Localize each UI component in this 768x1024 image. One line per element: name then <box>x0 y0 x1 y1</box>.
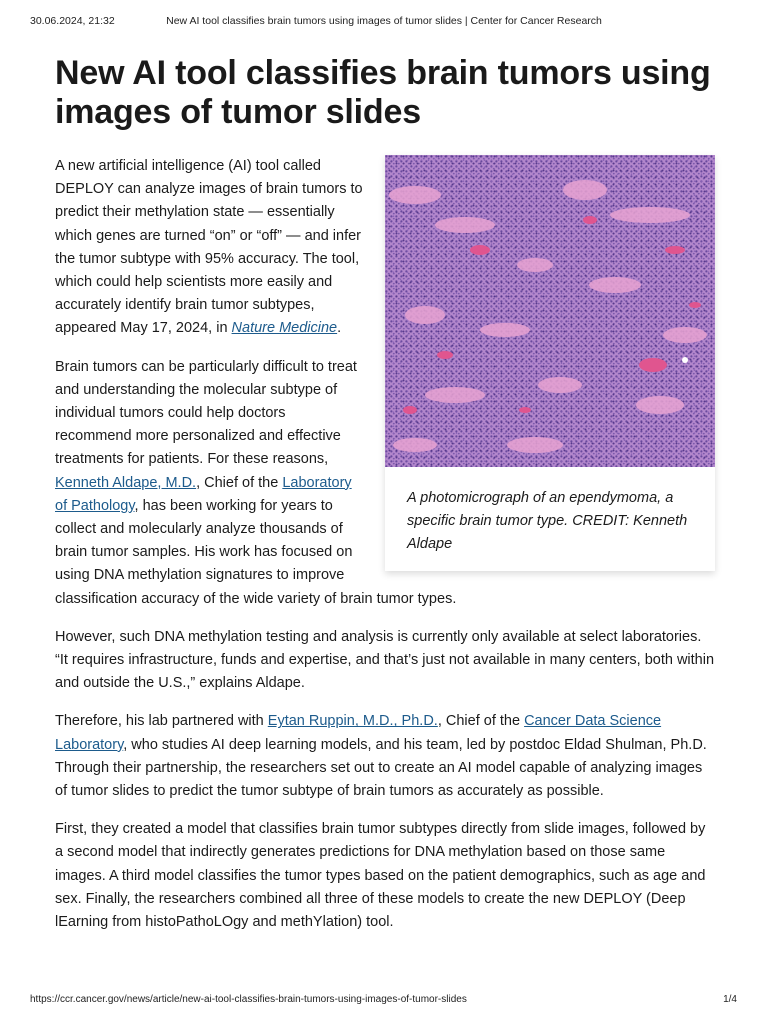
laboratory-of-pathology-link[interactable]: Laboratory of Pathology <box>55 474 352 514</box>
paragraph-2-b: , Chief of the <box>196 474 283 491</box>
cancer-data-science-laboratory-link[interactable]: Cancer Data Science Laboratory <box>55 713 662 753</box>
kenneth-aldape-link[interactable]: Kenneth Aldape, M.D. <box>55 474 197 491</box>
figure-caption: A photomicrograph of an ependymoma, a specific brain tumor type. CREDIT: Kenneth Aldape <box>407 490 688 553</box>
paragraph-1-text: A new artificial intelligence (AI) tool called DEPLOY can analyze images of brain tumors to predict their methylation state — essentially which genes are turned “on” or “off” — and infer the tumor subtype with 95% accuracy. The tool, which could help scientists more easily and accurately identify brain tumor subtypes, appeared May 17, 2024, in <box>55 158 363 337</box>
paragraph-5: First, they created a model that classifies brain tumor subtypes directly from slide images, followed by a second model that indirectly generates predictions for DNA methylation based on those same images. A third model classifies the tumor types based on the patient demographics, such as age and sex. Finally, the researchers combined all three of these models to create the new DEPLOY (Deep lEarning from histoPathoLOgy and methYlation) tool. <box>55 821 706 931</box>
paragraph-2-c: , has been working for years to collect and molecularly analyze thousands of brain tumor samples. His work has focused on using DNA methylation signatures to improve classification accuracy of the wide variety of brain tumor types. <box>55 497 457 607</box>
paragraph-4 <box>55 710 715 803</box>
print-header-title: New AI tool classifies brain tumors using images of tumor slides | Center for Cancer Research <box>166 15 602 27</box>
nature-medicine-link[interactable]: Nature Medicine <box>231 320 338 337</box>
eytan-ruppin-link[interactable]: Eytan Ruppin, M.D., Ph.D. <box>267 713 438 730</box>
paragraph-3: However, such DNA methylation testing and analysis is currently only available at select laboratories. “It requires infrastructure, funds and expertise, and that’s just not available in many centers, both within and outside the U.S.,” explains Aldape. <box>55 628 715 692</box>
paragraph-4-a: Therefore, his lab partnered with <box>55 713 268 730</box>
article-headline: New AI tool classifies brain tumors using images of tumor slides <box>55 54 711 131</box>
paragraph-2-a: Brain tumors can be particularly difficult to treat and understanding the molecular subtype of individual tumors could help doctors recommend more personalized and effective treatments for patients. For these reasons, <box>55 358 357 468</box>
paragraph-4-b: , Chief of the <box>437 713 525 730</box>
article-figure <box>385 155 715 571</box>
print-footer-page-number: 1/4 <box>723 994 737 1005</box>
paragraph-4-c: , who studies AI deep learning models, and his team, led by postdoc Eldad Shulman, Ph.D. Through their partnership, the researchers set out to create an AI model capable of analyzing images of tumor slides to predict the tumor subtype of brain tumors as accurately as possible. <box>55 736 707 800</box>
paragraph-1-end: . <box>337 320 342 337</box>
tissue-micrograph-icon <box>385 155 715 467</box>
print-footer-url: https://ccr.cancer.gov/news/article/new-ai-tool-classifies-brain-tumors-using-images-of-tumor-slides <box>30 994 467 1005</box>
article-body <box>55 155 715 949</box>
print-header <box>0 15 768 31</box>
print-header-datetime: 30.06.2024, 21:32 <box>30 15 115 27</box>
